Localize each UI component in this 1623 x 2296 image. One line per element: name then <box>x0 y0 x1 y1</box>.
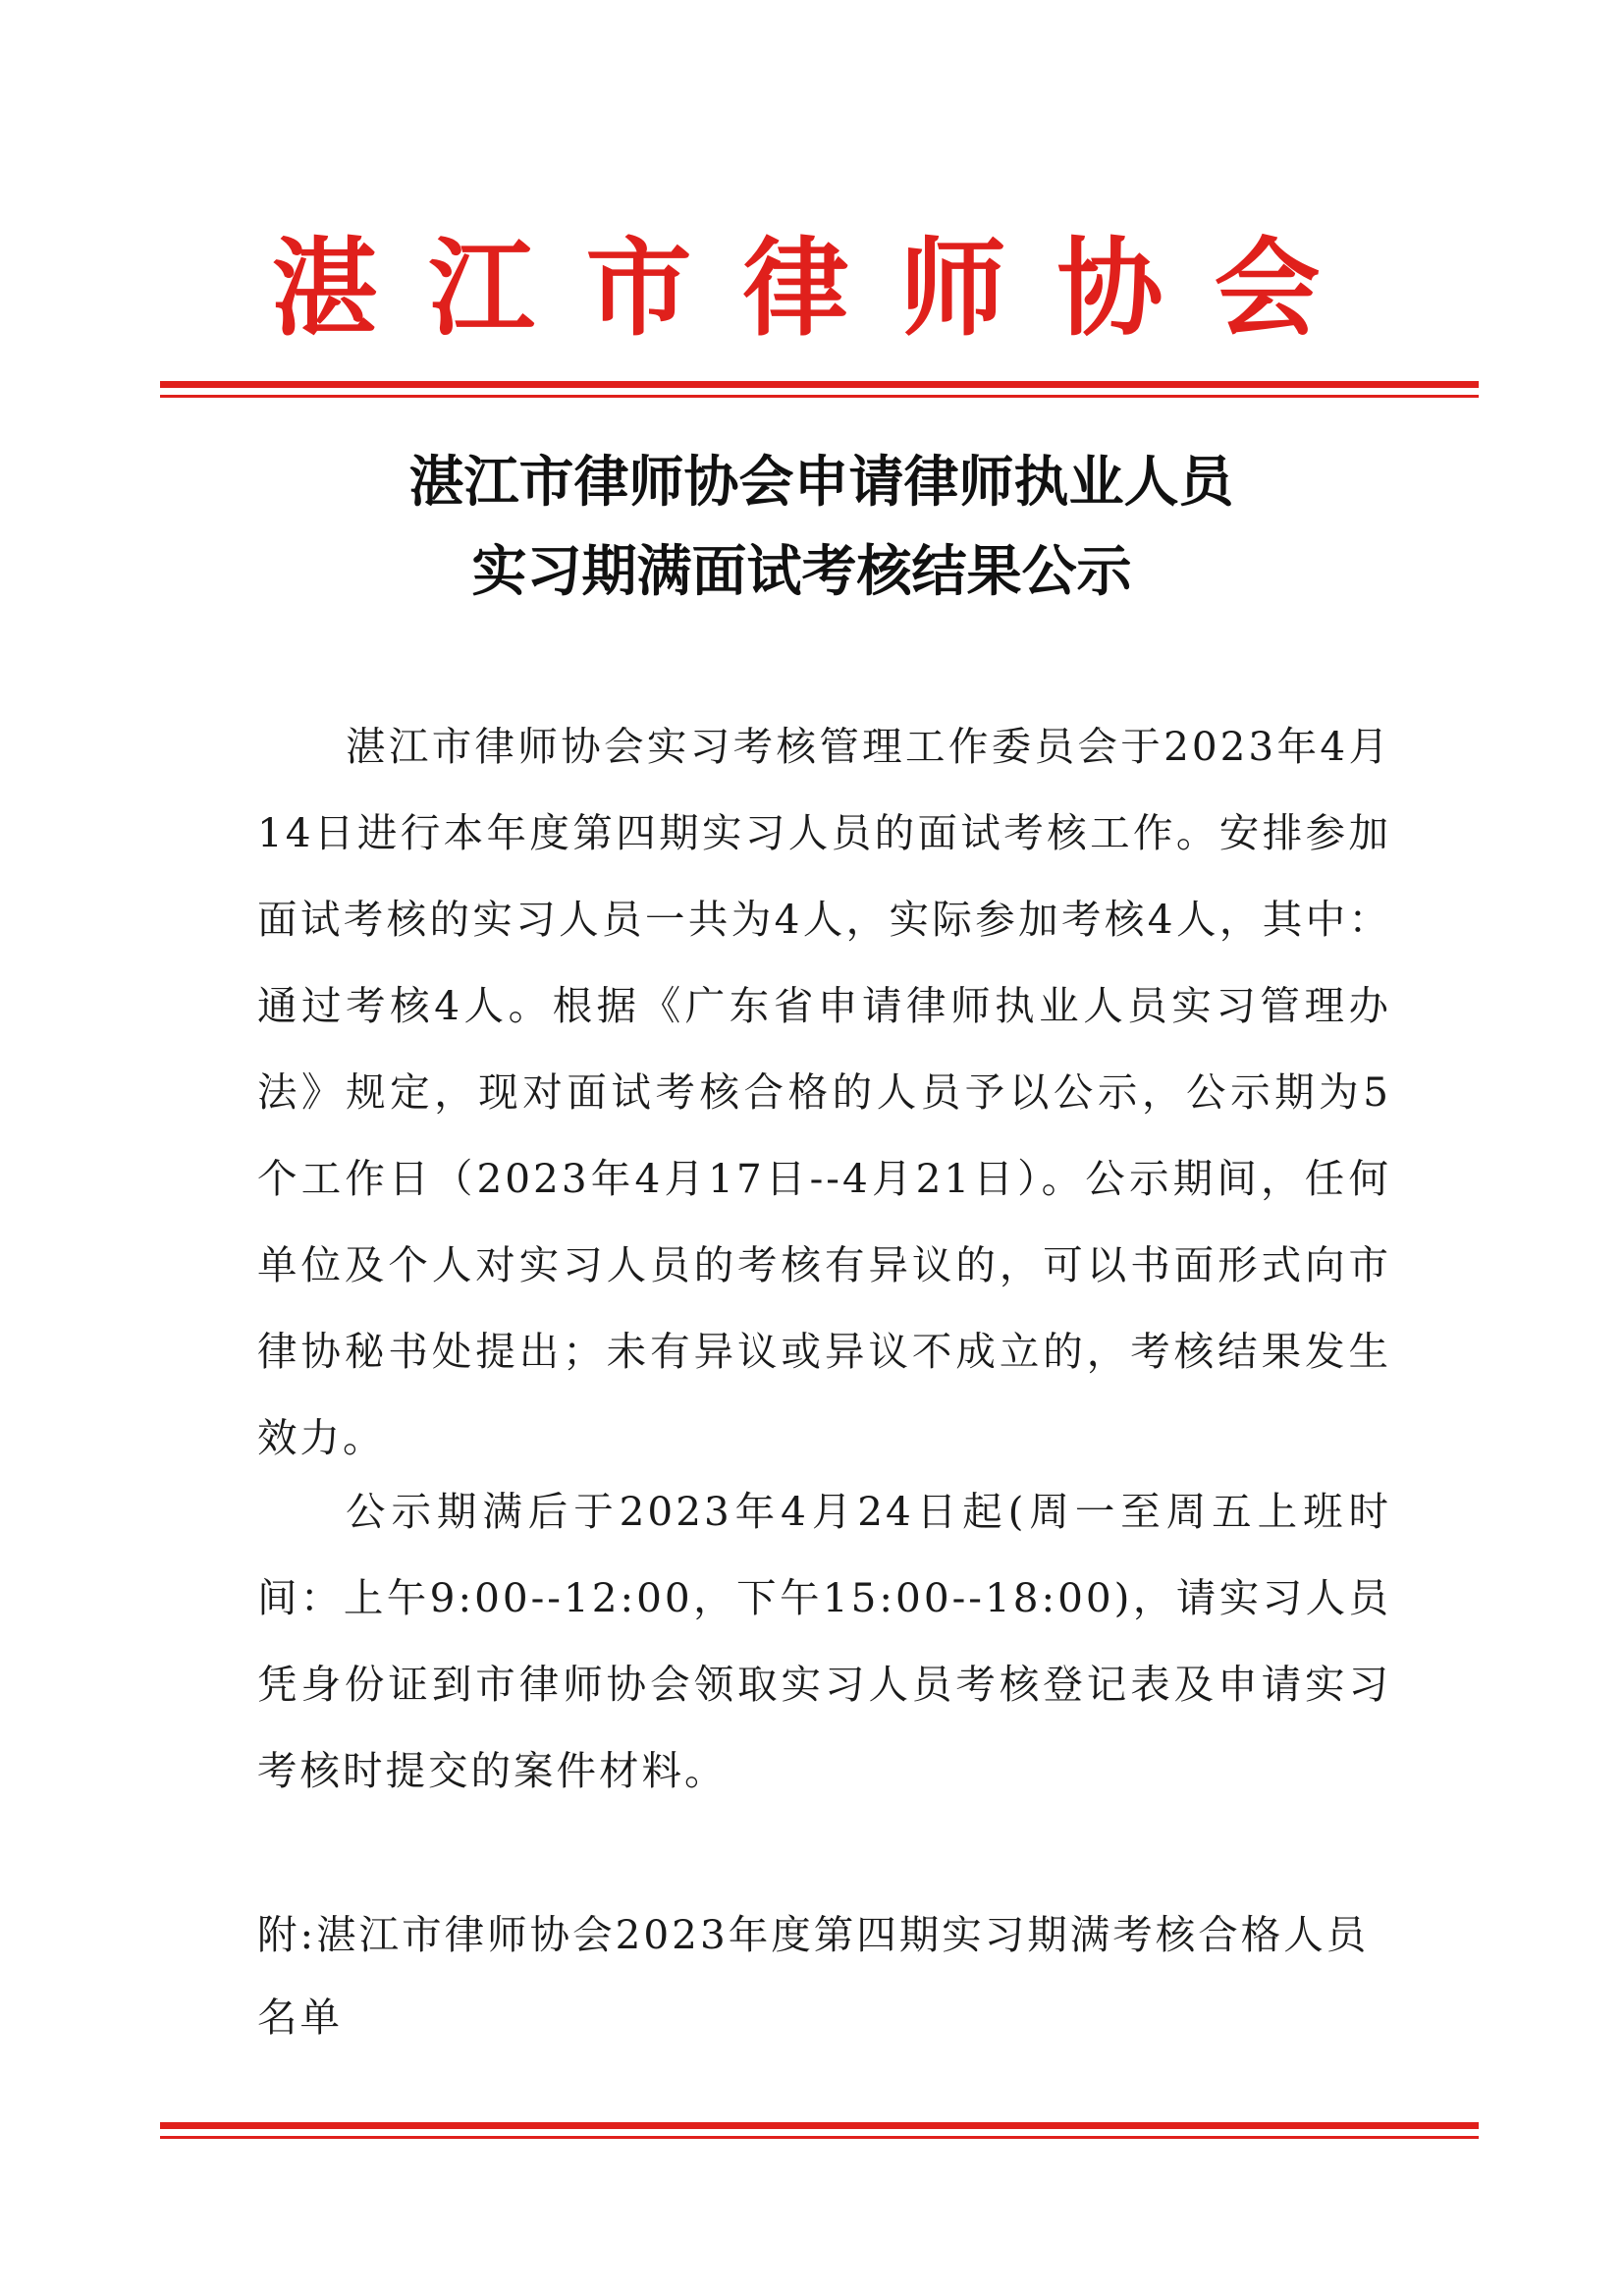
body-paragraph-2-container <box>257 1468 1391 1814</box>
footer-divider-thin <box>160 2136 1479 2139</box>
document-title-line-1: 湛江市律师协会申请律师执业人员 <box>408 451 1234 515</box>
body-paragraph-1-container <box>257 703 1391 1481</box>
attachment-note: 附:湛江市律师协会2023年度第四期实习期满考核合格人员名单 <box>257 1911 1370 2041</box>
footer-divider-thick <box>160 2122 1479 2129</box>
body-paragraph-1: 湛江市律师协会实习考核管理工作委员会于2023年4月14日进行本年度第四期实习人员的面试考核工作。安排参加面试考核的实习人员一共为4人，实际参加考核4人，其中：通过考核4人。根据《广东省申请律师执业人员实习管理办法》规定，现对面试考核合格的人员予以公示，公示期为5个工作日（2023年4月17日--4月21日）。公示期间，任何单位及个人对实习人员的考核有异议的，可以书面形式向市律协秘书处提出；未有异议或异议不成立的，考核结果发生效力。 <box>257 723 1391 1461</box>
letterhead-divider-thin <box>160 395 1479 398</box>
document-title-line-2: 实习期满面试考核结果公示 <box>471 540 1132 604</box>
letterhead-divider-thick <box>160 381 1479 388</box>
body-paragraph-2: 公示期满后于2023年4月24日起(周一至周五上班时间：上午9:00--12:00，下午15:00--18:00)，请实习人员凭身份证到市律师协会领取实习人员考核登记表及申请实习考核时提交的案件材料。 <box>257 1488 1391 1794</box>
letterhead-org-name: 湛江市律师协会 <box>271 228 1372 351</box>
